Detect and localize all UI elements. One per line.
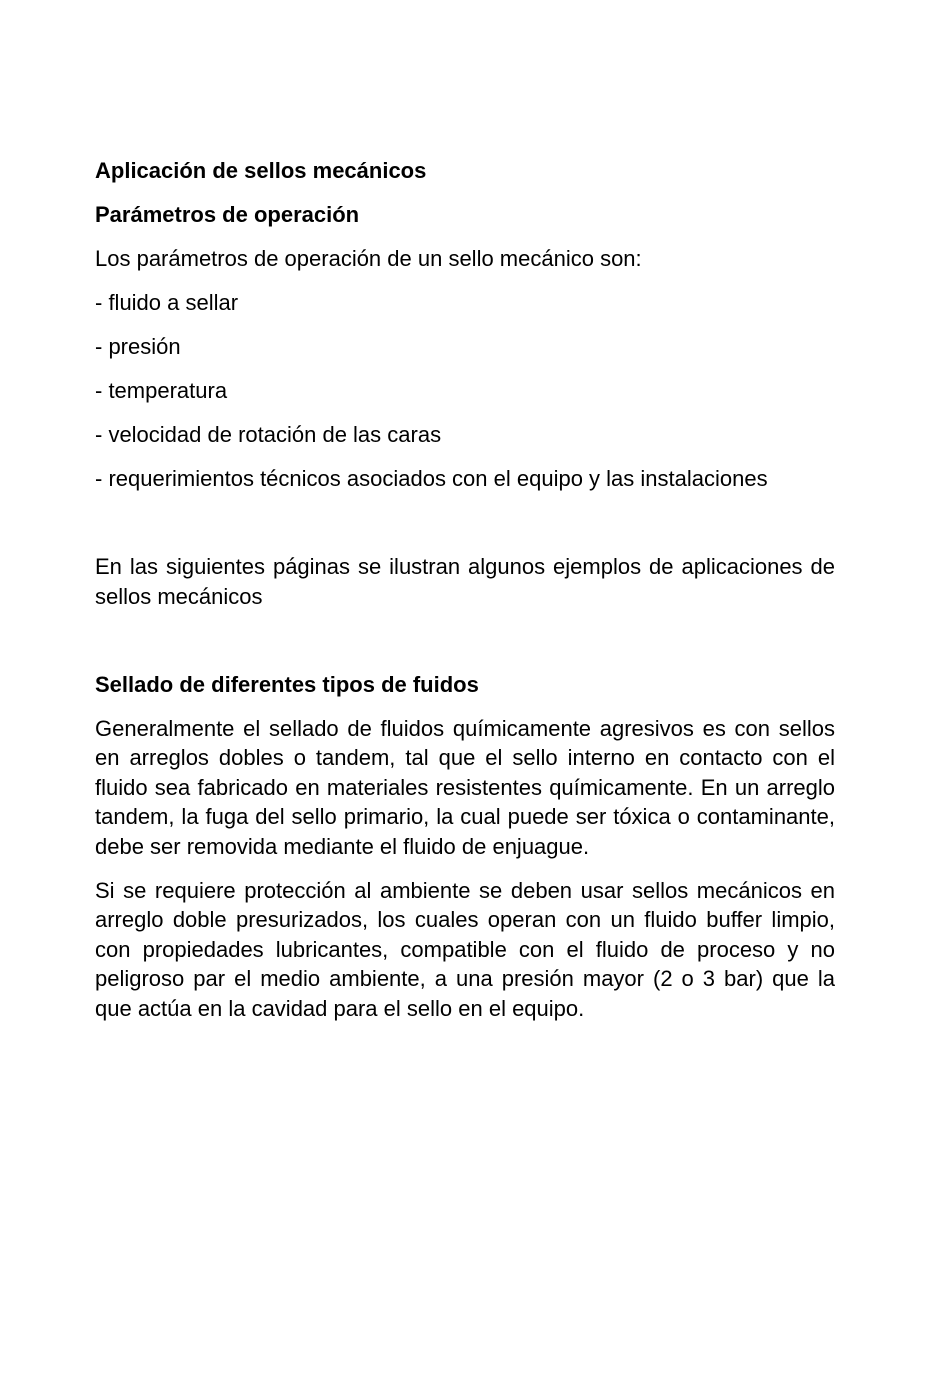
- examples-paragraph: En las siguientes páginas se ilustran algunos ejemplos de aplicaciones de sellos mecánicos: [95, 554, 835, 609]
- section-heading-parametros: Parámetros de operación: [95, 202, 360, 227]
- list-item: - temperatura: [95, 378, 228, 403]
- section-heading-sellado: Sellado de diferentes tipos de fuidos: [95, 671, 479, 697]
- list-item: - velocidad de rotación de las caras: [95, 422, 442, 447]
- list-item: - presión: [95, 334, 181, 359]
- list-item: - fluido a sellar: [95, 290, 239, 315]
- body-paragraph: Generalmente el sellado de fluidos químicamente agresivos es con sellos en arreglos dobles o tandem, tal que el sello interno en contacto con el fluido sea fabricado en materiales resistentes químicamente. En un arreglo tandem, la fuga del sello primario, la cual puede ser tóxica o contaminante, debe ser removida mediante el fluido de enjuague.: [95, 715, 835, 859]
- list-item: - requerimientos técnicos asociados con el equipo y las instalaciones: [95, 466, 768, 491]
- document-title: Aplicación de sellos mecánicos: [95, 158, 427, 183]
- intro-line: Los parámetros de operación de un sello mecánico son:: [95, 246, 642, 271]
- body-paragraph: Si se requiere protección al ambiente se deben usar sellos mecánicos en arreglo doble presurizados, los cuales operan con un fluido buffer limpio, con propiedades lubricantes, compatible con el fluido de proceso y no peligroso par el medio ambiente, a una presión mayor (2 o 3 bar) que la que actúa en la cavidad para el sello en el equipo.: [95, 877, 835, 1021]
